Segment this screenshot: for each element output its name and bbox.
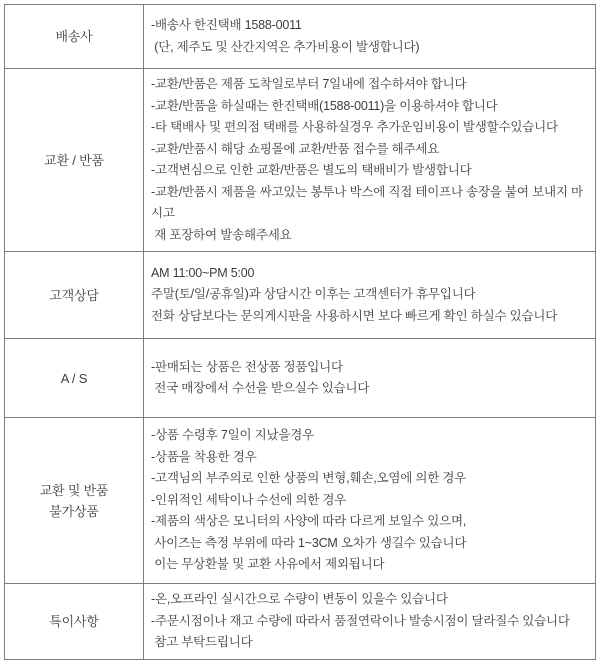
row-label: 배송사 <box>5 5 144 69</box>
content-line: 이는 무상환불 및 교환 사유에서 제외됩니다 <box>151 557 385 572</box>
row-label: 고객상담 <box>5 252 144 339</box>
content-line: -고객님의 부주의로 인한 상품의 변형,훼손,오염에 의한 경우 <box>151 471 467 486</box>
table-row <box>5 418 596 584</box>
content-line: 주말(토/일/공휴일)과 상담시간 이후는 고객센터가 휴무입니다 <box>151 287 476 302</box>
content-line: -교환/반품시 해당 쇼핑몰에 교환/반품 접수를 해주세요 <box>151 141 440 156</box>
row-content <box>144 418 596 584</box>
content-line: 사이즈는 측정 부위에 따라 1~3CM 오차가 생길수 있습니다 <box>151 535 467 550</box>
content-line: 참고 부탁드립니다 <box>151 635 253 649</box>
content-line: -온,오프라인 실시간으로 수량이 변동이 있을수 있습니다 <box>151 592 448 606</box>
row-content <box>144 584 596 660</box>
content-line: AM 11:00~PM 5:00 <box>151 265 255 280</box>
row-label: 교환 및 반품 불가상품 <box>5 418 144 584</box>
content-line: 전국 매장에서 수선을 받으실수 있습니다 <box>151 381 370 395</box>
content-line: -교환/반품을 하실때는 한진택배(1588-0011)을 이용하셔야 합니다 <box>151 98 498 113</box>
content-line: -주문시점이나 재고 수량에 따라서 품절연락이나 발송시점이 달라질수 있습니다 <box>151 613 570 628</box>
row-content <box>144 5 596 69</box>
row-content <box>144 339 596 418</box>
content-line: -상품을 착용한 경우 <box>151 449 257 464</box>
content-line: -배송사 한진택배 1588-0011 <box>151 18 302 32</box>
content-line: -제품의 색상은 모니터의 사양에 따라 다르게 보일수 있으며, <box>151 514 467 529</box>
table-row <box>5 252 596 339</box>
table-row <box>5 69 596 252</box>
content-line: -인위적인 세탁이나 수선에 의한 경우 <box>151 492 347 507</box>
content-line: -고객변심으로 인한 교환/반품은 별도의 택배비가 발생합니다 <box>151 163 472 177</box>
content-line: -판매되는 상품은 전상품 정품입니다 <box>151 359 343 374</box>
content-line: -타 택배사 및 편의점 택배를 사용하실경우 추가운임비용이 발생할수있습니다 <box>151 120 558 134</box>
content-line: -상품 수령후 7일이 지났을경우 <box>151 428 315 443</box>
content-line: -교환/반품은 제품 도착일로부터 7일내에 접수하셔야 합니다 <box>151 77 467 91</box>
content-line: 재 포장하여 발송해주세요 <box>151 227 292 242</box>
info-table-body <box>5 5 596 660</box>
row-label: A / S <box>5 339 144 418</box>
table-row <box>5 584 596 660</box>
content-line: -교환/반품시 제품을 싸고있는 봉투나 박스에 직접 테이프나 송장을 붙여 보내지 마시고 <box>151 184 583 220</box>
shipping-info-table <box>4 4 596 660</box>
row-label: 특이사항 <box>5 584 144 660</box>
row-content <box>144 69 596 252</box>
content-line: (단, 제주도 및 산간지역은 추가비용이 발생합니다) <box>151 39 420 54</box>
table-row <box>5 5 596 69</box>
row-label: 교환 / 반품 <box>5 69 144 252</box>
table-row <box>5 339 596 418</box>
row-content <box>144 252 596 339</box>
content-line: 전화 상담보다는 문의게시판을 사용하시면 보다 빠르게 확인 하실수 있습니다 <box>151 308 558 323</box>
